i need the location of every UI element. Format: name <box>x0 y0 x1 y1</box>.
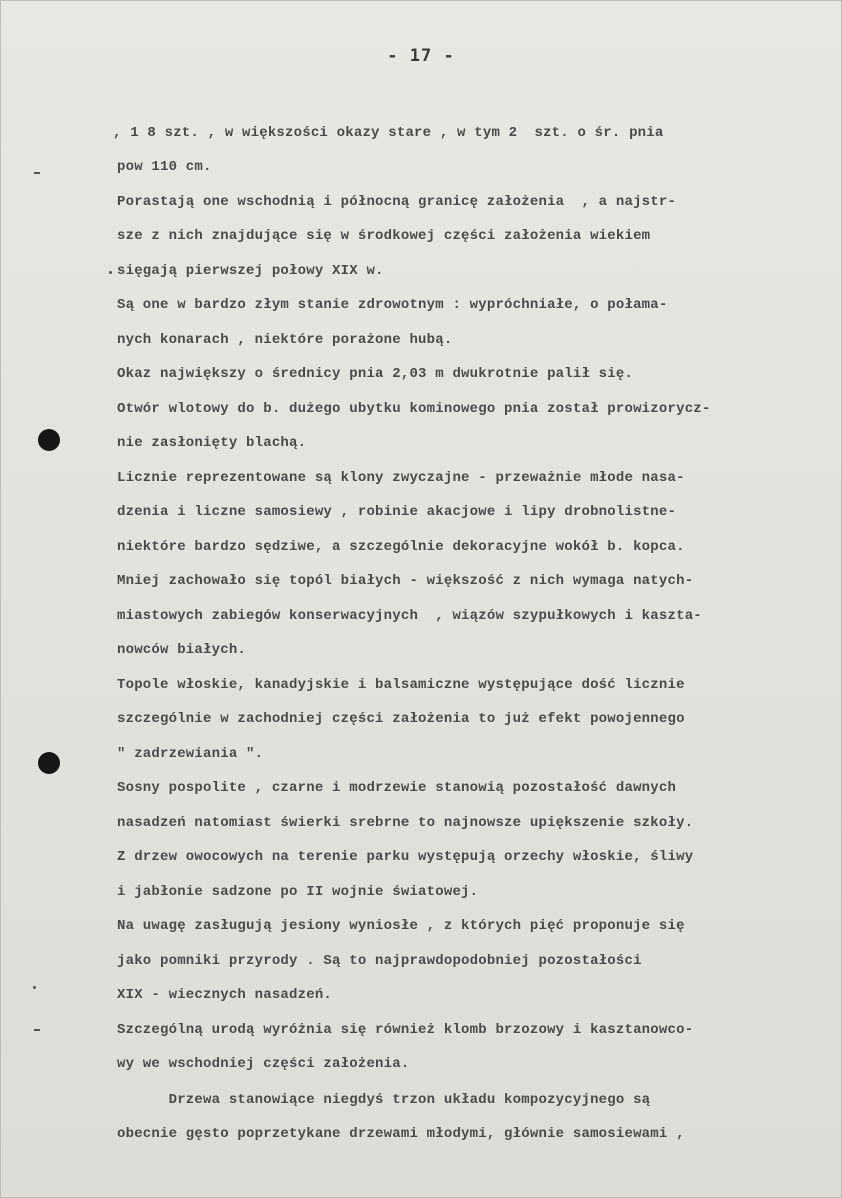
text-line: nasadzeń natomiast świerki srebrne to najnowsze upiększenie szkoły. <box>117 815 694 831</box>
text-line: Sosny pospolite , czarne i modrzewie stanowią pozostałość dawnych <box>117 780 677 796</box>
text-line: obecnie gęsto poprzetykane drzewami młodymi, głównie samosiewami , <box>117 1126 685 1142</box>
text-line: Mniej zachowało się topól białych - większość z nich wymaga natych- <box>117 573 694 589</box>
text-line: Licznie reprezentowane są klony zwyczajne - przeważnie młode nasa- <box>117 470 685 486</box>
page-number: - 17 - <box>387 46 455 66</box>
text-line: Z drzew owocowych na terenie parku występują orzechy włoskie, śliwy <box>117 849 694 865</box>
text-line: Okaz największy o średnicy pnia 2,03 m dwukrotnie palił się. <box>117 366 634 382</box>
text-line: sze z nich znajdujące się w środkowej części założenia wiekiem <box>117 228 651 244</box>
text-line: dzenia i liczne samosiewy , robinie akacjowe i lipy drobnolistne- <box>117 504 677 520</box>
punch-hole-upper <box>38 429 60 451</box>
text-line: Są one w bardzo złym stanie zdrowotnym : wypróchniałe, o połama- <box>117 297 668 313</box>
text-line: pow 110 cm. <box>117 159 212 175</box>
text-line: Szczególną urodą wyróżnia się również klomb brzozowy i kasztanowco- <box>117 1022 694 1038</box>
text-line: wy we wschodniej części założenia. <box>117 1056 410 1072</box>
punch-hole-lower <box>38 752 60 774</box>
margin-mark <box>34 172 40 174</box>
text-line: nowców białych. <box>117 642 247 658</box>
text-line: szczególnie w zachodniej części założenia to już efekt powojennego <box>117 711 685 727</box>
text-line: " zadrzewiania ". <box>117 746 264 762</box>
text-line: Drzewa stanowiące niegdyś trzon układu kompozycyjnego są <box>117 1092 651 1108</box>
text-line: jako pomniki przyrody . Są to najprawdopodobniej pozostałości <box>117 953 642 969</box>
text-line: niektóre bardzo sędziwe, a szczególnie dekoracyjne wokół b. kopca. <box>117 539 685 555</box>
text-line: , 1 8 szt. , w większości okazy stare , w tym 2 szt. o śr. pnia <box>113 125 664 141</box>
text-line: Porastają one wschodnią i północną granicę założenia , a najstr- <box>117 194 677 210</box>
margin-mark <box>33 986 36 989</box>
margin-mark <box>34 1029 40 1031</box>
text-line: Otwór wlotowy do b. dużego ubytku kominowego pnia został prowizorycz- <box>117 401 711 417</box>
text-line: nie zasłonięty blachą. <box>117 435 307 451</box>
margin-mark <box>109 271 112 274</box>
text-line: i jabłonie sadzone po II wojnie światowej. <box>117 884 479 900</box>
text-line: nych konarach , niektóre porażone hubą. <box>117 332 453 348</box>
text-line: Na uwagę zasługują jesiony wyniosłe , z których pięć proponuje się <box>117 918 685 934</box>
text-line: Topole włoskie, kanadyjskie i balsamiczne występujące dość licznie <box>117 677 685 693</box>
text-line: miastowych zabiegów konserwacyjnych , wiązów szypułkowych i kaszta- <box>117 608 702 624</box>
text-line: sięgają pierwszej połowy XIX w. <box>117 263 384 279</box>
text-line: XIX - wiecznych nasadzeń. <box>117 987 333 1003</box>
